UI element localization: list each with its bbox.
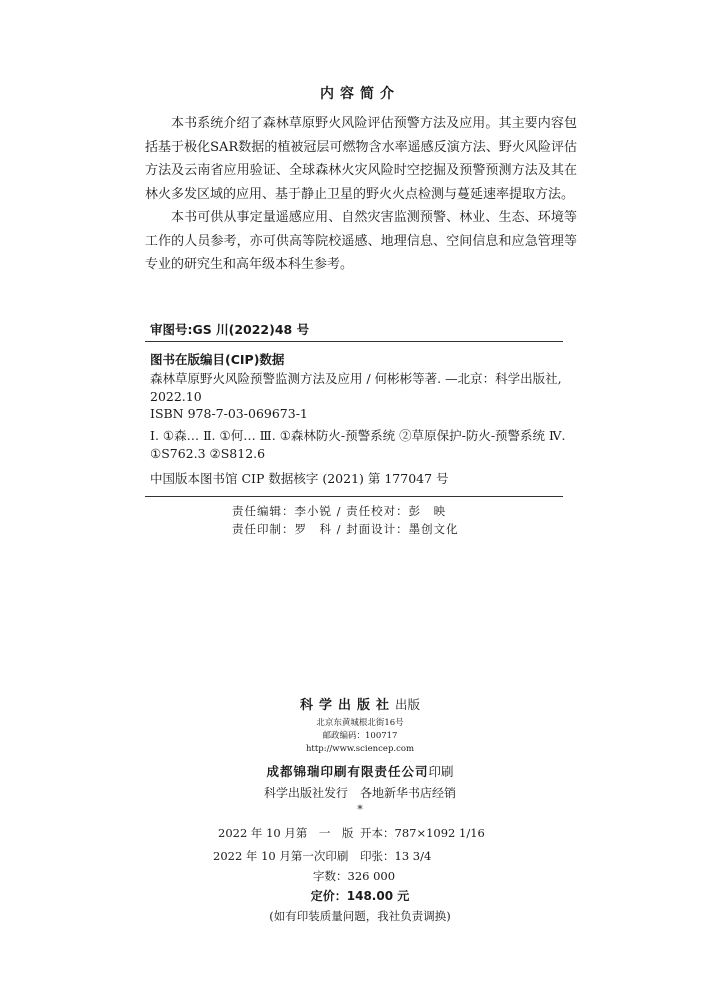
cip-classification: Ⅰ. ①森… Ⅱ. ①何… Ⅲ. ①森林防火-预警系统 ②草原保护-防火-预警系统 Ⅳ. ①S762.3 ②S812.6 (150, 428, 566, 461)
printer-name: 成都锦瑞印刷有限责任公司 (266, 764, 429, 779)
distribution-line: 科学出版社发行 各地新华书店经销 (263, 786, 456, 800)
price: 定价：148.00 元 (310, 889, 410, 903)
summary-body (145, 112, 577, 277)
summary-title: 内容简介 (320, 86, 400, 102)
credits-line-1: 责任编辑：李小锐 / 责任校对：彭 映 (232, 504, 447, 518)
top-divider (145, 341, 563, 342)
publisher-name: 科学出版社 (299, 698, 395, 713)
summary-paragraph-1: 本书系统介绍了森林草原野火风险评估预警方法及应用。其主要内容包括基于极化SAR数据的植被冠层可燃物含水率遥感反演方法、野火风险评估方法及云南省应用验证、全球森林火灾风险时空挖掘及预警预测方法及其在林火多发区域的应用、基于静止卫星的野火火点检测与蔓延速率提取方法。 (145, 116, 577, 202)
cip-heading: 图书在版编目(CIP)数据 (150, 352, 285, 367)
map-review-number: 审图号:GS 川(2022)48 号 (150, 322, 310, 337)
first-printing: 2022 年 10 月第一次印刷 (213, 849, 349, 863)
printer-suffix: 印刷 (428, 764, 454, 779)
summary-paragraph-2: 本书可供从事定量遥感应用、自然灾害监测预警、林业、生态、环境等工作的人员参考，亦可供高等院校遥感、地理信息、空间信息和应急管理等专业的研究生和高年级本科生参考。 (145, 210, 577, 272)
word-count: 字数：326 000 (313, 869, 396, 883)
printed-sheets: 印张：13 3/4 (360, 849, 432, 863)
printer-line (0, 762, 720, 780)
publisher-url: http://www.sciencep.com (305, 744, 415, 754)
editorial-credits (232, 503, 459, 538)
publisher-address: 北京东黄城根北街16号 (316, 718, 404, 728)
quality-notice: (如有印装质量问题，我社负责调换) (269, 909, 451, 923)
publisher-line (0, 694, 720, 713)
cip-entry: 森林草原野火风险预警监测方法及应用 / 何彬彬等著. —北京：科学出版社, 2022.10 (150, 371, 562, 404)
separator-star: * (357, 803, 363, 816)
bottom-divider (145, 496, 563, 497)
format: 开本：787×1092 1/16 (360, 826, 485, 840)
first-edition: 2022 年 10 月第 一 版 (218, 826, 354, 840)
cip-isbn: ISBN 978-7-03-069673-1 (150, 406, 308, 421)
publisher-postcode: 邮政编码：100717 (322, 731, 398, 741)
cip-record-number: 中国版本图书馆 CIP 数据核字 (2021) 第 177047 号 (150, 471, 449, 486)
credits-line-2: 责任印制：罗 科 / 封面设计：墨创文化 (232, 521, 459, 536)
publisher-suffix: 出版 (395, 697, 421, 712)
